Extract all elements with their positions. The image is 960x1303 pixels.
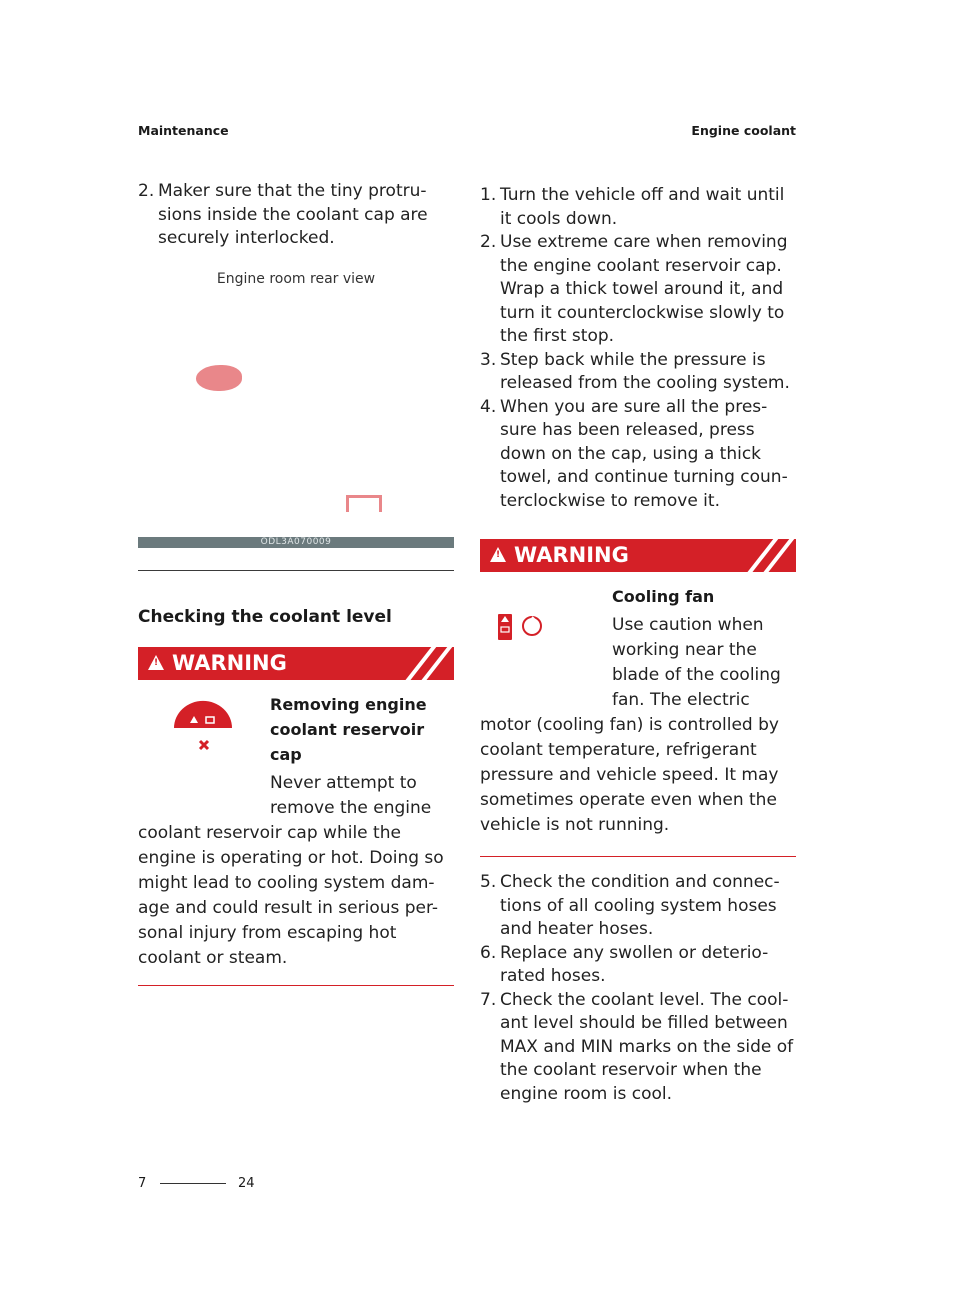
running-header-topic: Engine coolant bbox=[691, 123, 796, 138]
step-item bbox=[480, 942, 796, 989]
step-list-continued bbox=[138, 180, 454, 251]
step-text: When you are sure all the pres-sure has been released, press down on the cap, using a thick towel, and continue turning coun-terclockwise to remove it. bbox=[500, 396, 788, 511]
left-column bbox=[138, 180, 454, 986]
footer-page-number: 24 bbox=[238, 1176, 255, 1191]
warning-banner bbox=[480, 539, 796, 572]
step-number: 5. bbox=[480, 872, 497, 892]
warning-subtitle: Cooling fan bbox=[612, 587, 715, 606]
step-number: 7. bbox=[480, 989, 497, 1010]
step-list-a bbox=[480, 184, 796, 513]
warning-end-rule bbox=[480, 856, 796, 857]
step-number: 2. bbox=[480, 232, 497, 252]
step-number: 4. bbox=[480, 396, 497, 417]
engine-room-figure bbox=[138, 287, 454, 537]
warning-text: motor (cooling fan) is controlled by coolant temperature, refrigerant pressure and vehicle speed. It may sometimes operate even when the vehicle is not running. bbox=[480, 715, 779, 835]
step-text: Replace any swollen or deterio-rated hoses. bbox=[500, 942, 769, 986]
step-item bbox=[480, 184, 796, 231]
step-number: 3. bbox=[480, 349, 497, 370]
coolant-cap-highlight bbox=[196, 365, 242, 391]
warning-text: Never attempt to remove the engine bbox=[270, 772, 432, 818]
warning-triangle-icon bbox=[148, 655, 164, 670]
warning-banner bbox=[138, 647, 454, 680]
figure-caption: Engine room rear view bbox=[216, 270, 376, 287]
step-item bbox=[480, 871, 796, 942]
warning-triangle-icon bbox=[490, 547, 506, 562]
section-title: Checking the coolant level bbox=[138, 606, 392, 627]
warning-text: coolant reservoir cap while the engine is operating or hot. Doing so might lead to cooling system dam-age and could result in serious per-sonal injury from escaping hot coolant or steam. bbox=[138, 822, 444, 968]
step-item bbox=[480, 349, 796, 396]
step-number: 1. bbox=[480, 185, 497, 205]
warning-text: Use caution when working near the blade of the cooling fan. The electric bbox=[612, 615, 781, 710]
step-text: Check the condition and connec-tions of all cooling system hoses and heater hoses. bbox=[500, 872, 780, 939]
step-text: Check the coolant level. The cool-ant level should be filled between MAX and MIN marks on the side of the coolant reservoir when the engine room is cool. bbox=[500, 989, 794, 1104]
figure-code: ODL3A070009 bbox=[138, 537, 454, 548]
step-text: Turn the vehicle off and wait until it cools down. bbox=[500, 185, 785, 229]
step-text: Step back while the pressure is released from the cooling system. bbox=[500, 349, 790, 393]
step-text: Maker sure that the tiny protru-sions inside the coolant cap are securely interlocked. bbox=[158, 181, 428, 248]
warning-end-rule bbox=[138, 985, 454, 986]
warning-label: WARNING bbox=[514, 543, 629, 567]
right-column bbox=[480, 184, 796, 1106]
step-number: 6. bbox=[480, 942, 497, 963]
step-item bbox=[138, 180, 454, 251]
step-list-b bbox=[480, 871, 796, 1106]
hot-cap-warning-icon bbox=[138, 692, 268, 782]
divider bbox=[138, 570, 454, 571]
footer-divider bbox=[160, 1183, 226, 1184]
step-number: 2. bbox=[138, 181, 155, 201]
cooling-fan-warning-icon bbox=[480, 584, 610, 674]
warning-label: WARNING bbox=[172, 650, 287, 675]
warning-subtitle: Removing engine coolant reservoir cap bbox=[270, 694, 427, 764]
step-item bbox=[480, 231, 796, 349]
reservoir-bracket-highlight bbox=[346, 495, 382, 512]
footer-section-number: 7 bbox=[138, 1176, 147, 1191]
step-item bbox=[480, 396, 796, 514]
warning-body bbox=[480, 584, 796, 838]
step-item bbox=[480, 989, 796, 1107]
step-text: Use extreme care when removing the engine coolant reservoir cap. Wrap a thick towel around it, and turn it counterclockwise slowly to the first stop. bbox=[500, 232, 788, 346]
running-header-section: Maintenance bbox=[138, 123, 229, 138]
warning-body bbox=[138, 692, 454, 971]
